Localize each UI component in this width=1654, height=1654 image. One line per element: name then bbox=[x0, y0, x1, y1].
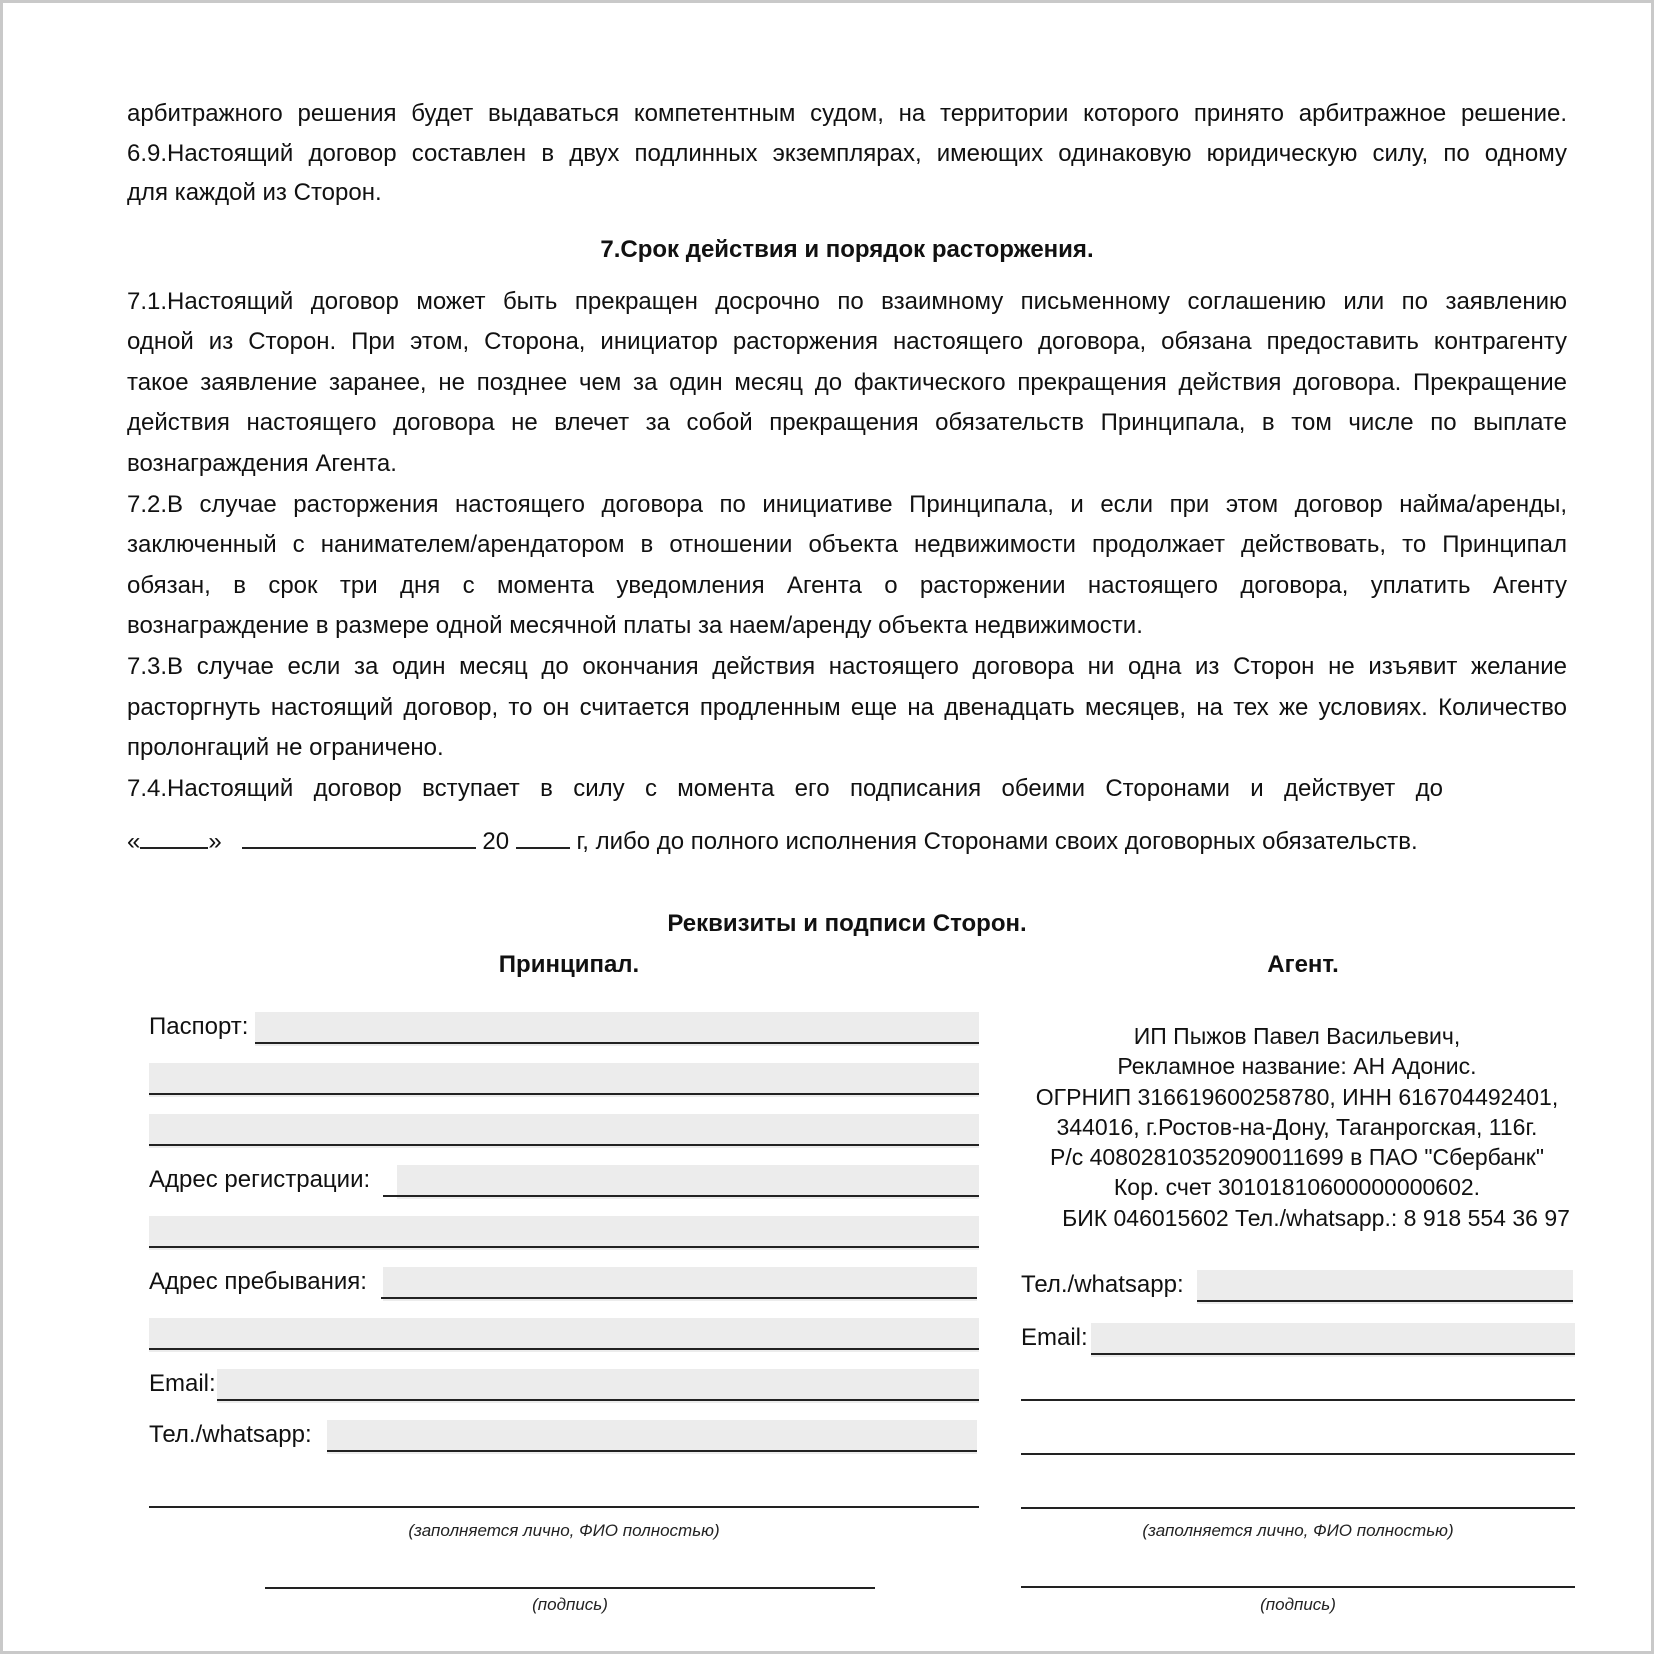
agent-info-line-5: Р/с 40802810352090011699 в ПАО "Сбербанк" bbox=[1049, 1144, 1545, 1171]
day-blank[interactable] bbox=[140, 823, 208, 849]
principal-phone-shade bbox=[327, 1420, 977, 1454]
principal-name-note: (заполняется лично, ФИО полностью) bbox=[408, 1521, 720, 1540]
reg-address-underline bbox=[383, 1195, 979, 1197]
reg-address-label: Адрес регистрации: bbox=[149, 1166, 371, 1193]
agent-details bbox=[1017, 1021, 1577, 1233]
paragraph-7-1-line-3: такое заявление заранее, не позднее чем за один месяц до фактического прекращения действия договора. Прекращение bbox=[127, 369, 1567, 396]
paragraph-7-4-line-1: 7.4.Настоящий договор вступает в силу с момента его подписания обеими Сторонами и действует до bbox=[127, 775, 1443, 802]
stay-address-line-2-shade bbox=[149, 1318, 979, 1352]
principal-name-line[interactable] bbox=[149, 1506, 979, 1508]
passport-field-line-2[interactable] bbox=[149, 1063, 979, 1097]
principal-phone-underline bbox=[327, 1450, 977, 1452]
reg-address-line-2-underline bbox=[149, 1246, 979, 1248]
principal-email-shade bbox=[217, 1369, 979, 1403]
stay-address-underline bbox=[381, 1297, 977, 1299]
reg-address-field[interactable] bbox=[149, 1165, 979, 1199]
agent-extra-line-2[interactable] bbox=[1021, 1453, 1575, 1455]
passport-field-line-3[interactable] bbox=[149, 1114, 979, 1148]
year-blank[interactable] bbox=[516, 823, 570, 849]
agent-signature-line[interactable] bbox=[1021, 1586, 1575, 1588]
principal-title: Принципал. bbox=[498, 951, 640, 978]
agent-name-note: (заполняется лично, ФИО полностью) bbox=[1142, 1521, 1454, 1540]
passport-label: Паспорт: bbox=[149, 1013, 249, 1040]
passport-underline bbox=[255, 1042, 979, 1044]
principal-signature-line[interactable] bbox=[265, 1587, 875, 1589]
passport-field-shade bbox=[255, 1012, 979, 1046]
agent-info-line-1: ИП Пыжов Павел Васильевич, bbox=[1133, 1023, 1461, 1049]
passport-line-3-shade bbox=[149, 1114, 979, 1148]
agent-phone-field[interactable] bbox=[1021, 1270, 1573, 1304]
paragraph-7-4-rest: г, либо до полного исполнения Сторонами своих договорных обязательств. bbox=[576, 828, 1418, 855]
year-prefix: 20 bbox=[482, 828, 510, 855]
paragraph-7-2-line-4: вознаграждение в размере одной месячной платы за наем/аренду объекта недвижимости. bbox=[127, 612, 1143, 639]
agent-info-line-2: Рекламное название: АН Адонис. bbox=[1117, 1053, 1477, 1080]
paragraph-7-2-line-1: 7.2.В случае расторжения настоящего договора по инициативе Принципала, и если при этом договор найма/аренды, bbox=[127, 491, 1567, 518]
paragraph-7-3-line-1: 7.3.В случае если за один месяц до окончания действия настоящего договора ни одна из Сторон не изъявит желание bbox=[127, 653, 1567, 680]
paragraph-7-2-line-3: обязан, в срок три дня с момента уведомления Агента о расторжении настоящего договора, уплатить Агенту bbox=[127, 572, 1567, 599]
paragraph-7-3-line-2: расторгнуть настоящий договор, то он считается продленным еще на двенадцать месяцев, на тех же условиях. Количество bbox=[127, 694, 1567, 721]
agent-info-line-7: БИК 046015602 Тел./whatsapp.: 8 918 554 36 97 bbox=[1062, 1204, 1570, 1231]
month-blank[interactable] bbox=[242, 823, 476, 849]
agent-name-line[interactable] bbox=[1021, 1507, 1575, 1509]
principal-email-field[interactable] bbox=[149, 1369, 979, 1403]
paragraph-6-9-line-2: для каждой из Сторон. bbox=[127, 179, 382, 206]
passport-line-3-underline bbox=[149, 1144, 979, 1146]
paragraph-7-2-line-2: заключенный с нанимателем/арендатором в отношении объекта недвижимости продолжает действовать, то Принципал bbox=[127, 531, 1567, 558]
agent-phone-shade bbox=[1197, 1270, 1573, 1304]
agent-info-line-3: ОГРНИП 316619600258780, ИНН 616704492401, bbox=[1035, 1083, 1559, 1110]
requisites-heading: Реквизиты и подписи Сторон. bbox=[667, 910, 1027, 937]
agent-phone-underline bbox=[1197, 1300, 1573, 1302]
reg-address-shade bbox=[397, 1165, 979, 1199]
passport-field[interactable] bbox=[149, 1012, 979, 1046]
paragraph-7-4-date-line bbox=[127, 823, 1567, 859]
reg-address-field-line-2[interactable] bbox=[149, 1216, 979, 1250]
paragraph-6-8-end: арбитражного решения будет выдаваться компетентным судом, на территории которого принято арбитражное решение. bbox=[127, 100, 1567, 127]
section-7-heading: 7.Срок действия и порядок расторжения. bbox=[600, 236, 1094, 263]
stay-address-field-line-2[interactable] bbox=[149, 1318, 979, 1352]
paragraph-7-1-line-4: действия настоящего договора не влечет за собой прекращения обязательств Принципала, в том числе по выплате bbox=[127, 409, 1567, 436]
stay-address-label: Адрес пребывания: bbox=[149, 1268, 367, 1295]
close-quote: » bbox=[208, 828, 222, 855]
agent-signature-note: (подпись) bbox=[1260, 1595, 1336, 1614]
stay-address-line-2-underline bbox=[149, 1348, 979, 1350]
paragraph-7-3-line-3: пролонгаций не ограничено. bbox=[127, 734, 444, 761]
agent-info-line-4: 344016, г.Ростов-на-Дону, Таганрогская, 116г. bbox=[1056, 1113, 1538, 1140]
stay-address-shade bbox=[383, 1267, 977, 1301]
document-page bbox=[3, 3, 1651, 1651]
paragraph-7-1-line-5: вознаграждения Агента. bbox=[127, 450, 397, 477]
agent-email-label: Email: bbox=[1021, 1324, 1088, 1351]
principal-email-label: Email: bbox=[149, 1370, 216, 1397]
principal-phone-field[interactable] bbox=[149, 1420, 977, 1454]
agent-email-underline bbox=[1091, 1353, 1575, 1355]
principal-signature-note: (подпись) bbox=[532, 1595, 608, 1614]
paragraph-7-1-line-2: одной из Сторон. При этом, Сторона, инициатор расторжения настоящего договора, обязана предоставить контрагенту bbox=[127, 328, 1567, 355]
principal-email-underline bbox=[217, 1399, 979, 1401]
principal-phone-label: Тел./whatsapp: bbox=[149, 1421, 312, 1448]
paragraph-6-9-line-1: 6.9.Настоящий договор составлен в двух подлинных экземплярах, имеющих одинаковую юридическую силу, по одному bbox=[127, 140, 1567, 167]
reg-address-line-2-shade bbox=[149, 1216, 979, 1250]
agent-email-shade bbox=[1091, 1323, 1575, 1357]
agent-info-line-6: Кор. счет 30101810600000000602. bbox=[1113, 1174, 1481, 1201]
agent-phone-label: Тел./whatsapp: bbox=[1021, 1271, 1184, 1298]
agent-extra-line-1[interactable] bbox=[1021, 1399, 1575, 1401]
paragraph-7-1-line-1: 7.1.Настоящий договор может быть прекращен досрочно по взаимному письменному соглашению или по заявлению bbox=[127, 288, 1567, 315]
passport-line-2-shade bbox=[149, 1063, 979, 1097]
passport-line-2-underline bbox=[149, 1093, 979, 1095]
open-quote: « bbox=[127, 828, 141, 855]
stay-address-field[interactable] bbox=[149, 1267, 977, 1301]
agent-title: Агент. bbox=[1267, 951, 1339, 978]
agent-email-field[interactable] bbox=[1021, 1323, 1575, 1357]
